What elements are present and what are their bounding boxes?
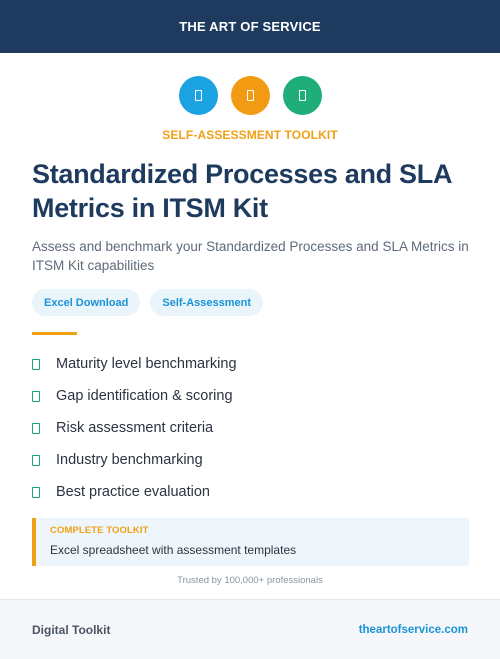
footer-bar xyxy=(0,599,500,659)
check-icon xyxy=(32,423,40,434)
callout-text: Excel spreadsheet with assessment templates xyxy=(50,543,297,557)
feature-text: Risk assessment criteria xyxy=(56,420,214,436)
feature-text: Best practice evaluation xyxy=(56,484,210,500)
tag-list xyxy=(32,289,263,316)
feature-text: Gap identification & scoring xyxy=(56,388,233,404)
brand-title: THE ART OF SERVICE xyxy=(179,19,321,34)
accent-divider xyxy=(32,332,77,335)
check-icon xyxy=(32,487,40,498)
eyebrow-label: SELF-ASSESSMENT TOOLKIT xyxy=(162,128,338,142)
orange-document-icon xyxy=(231,76,270,115)
tag-excel-download: Excel Download xyxy=(32,289,140,316)
document-icon xyxy=(195,90,202,101)
website-link[interactable]: theartofservice.com xyxy=(358,623,468,636)
check-icon xyxy=(32,391,40,402)
toolkit-callout xyxy=(32,518,469,566)
footer-label: Digital Toolkit xyxy=(32,622,111,637)
check-icon xyxy=(32,359,40,370)
trust-note: Trusted by 100,000+ professionals xyxy=(177,575,323,586)
feature-text: Industry benchmarking xyxy=(56,452,203,468)
blue-document-icon xyxy=(179,76,218,115)
list-item xyxy=(32,444,472,476)
feature-text: Maturity level benchmarking xyxy=(56,356,237,372)
page-subtitle: Assess and benchmark your Standardized Processes and SLA Metrics in ITSM Kit capabilities xyxy=(32,239,469,273)
list-item xyxy=(32,412,472,444)
tag-self-assessment: Self-Assessment xyxy=(150,289,263,316)
list-item xyxy=(32,476,472,508)
header-bar xyxy=(0,0,500,53)
check-icon xyxy=(32,455,40,466)
list-item xyxy=(32,380,472,412)
list-item xyxy=(32,348,472,380)
green-document-icon xyxy=(283,76,322,115)
callout-label: COMPLETE TOOLKIT xyxy=(50,525,149,536)
document-icon xyxy=(299,90,306,101)
document-icon xyxy=(247,90,254,101)
feature-list xyxy=(32,348,472,508)
page-title: Standardized Processes and SLA Metrics in ITSM Kit xyxy=(32,159,452,223)
icon-row xyxy=(0,76,500,115)
